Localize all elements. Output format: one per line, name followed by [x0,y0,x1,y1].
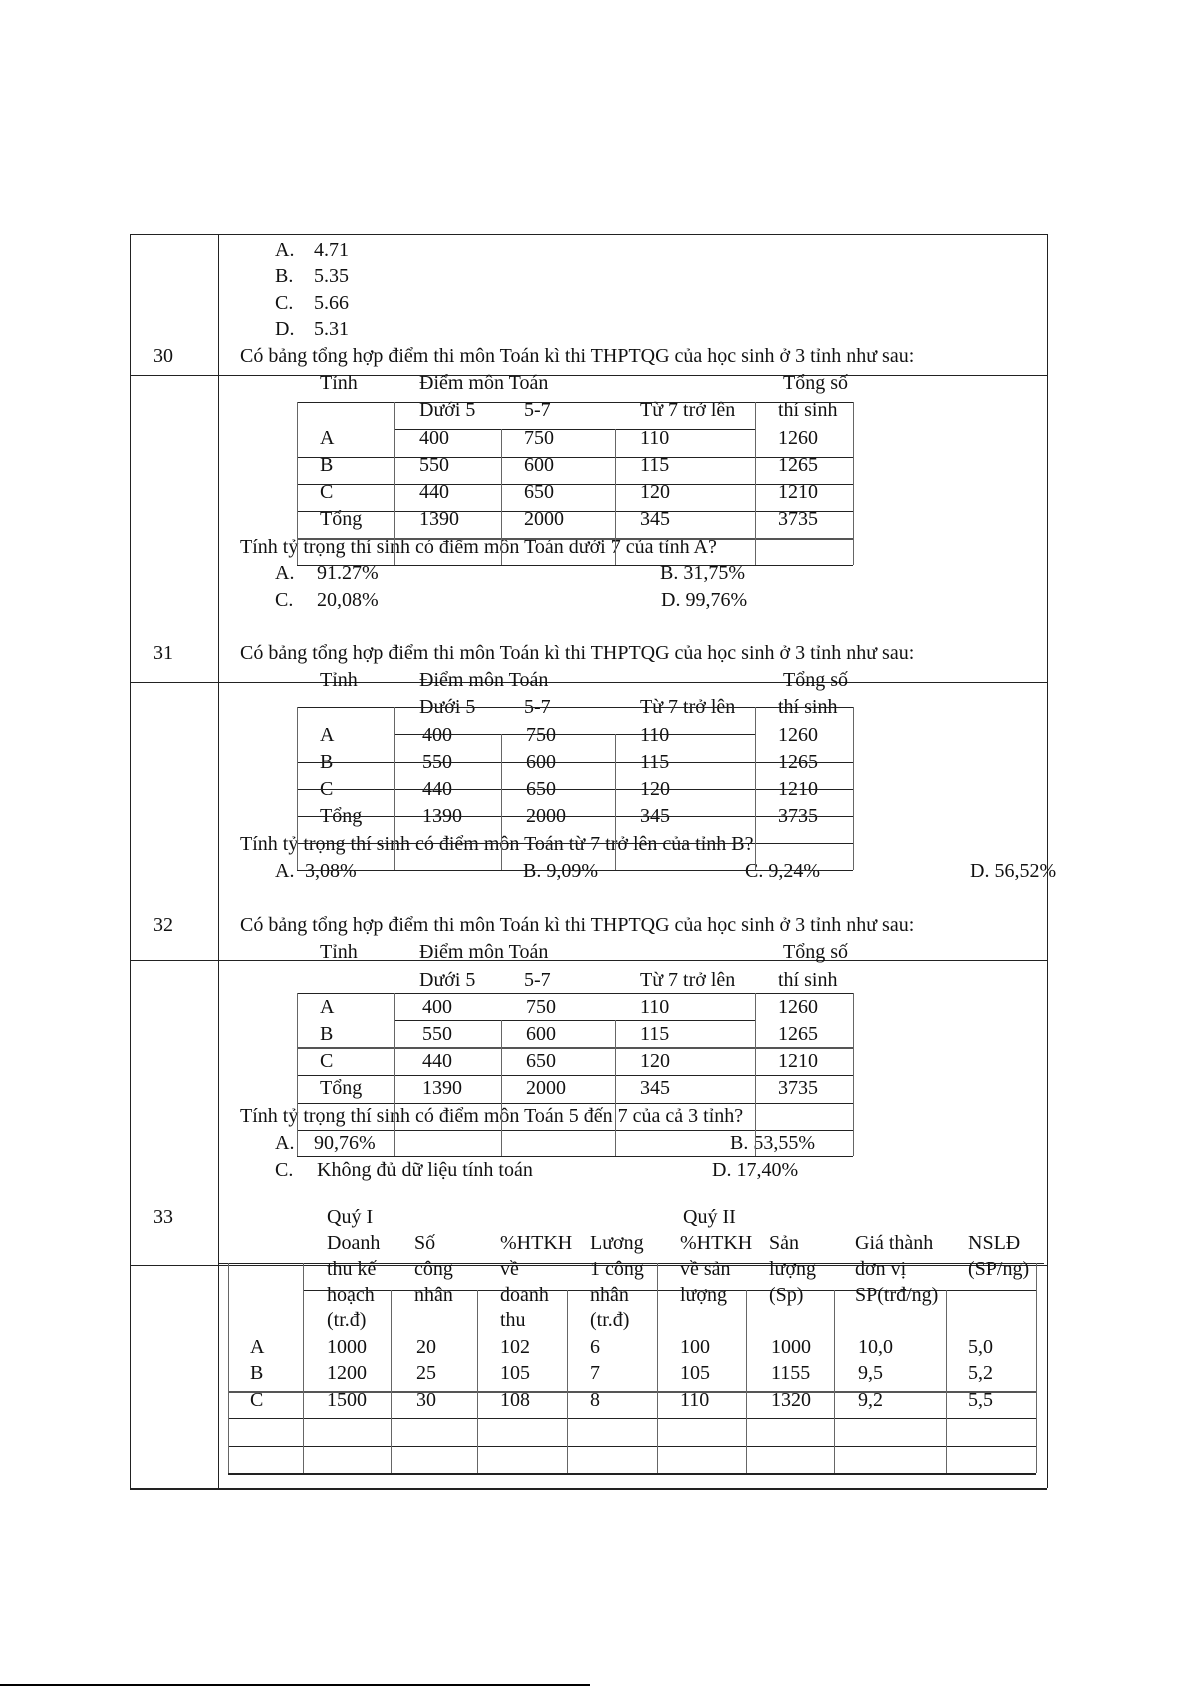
grid-line [297,457,853,458]
grid-line [755,402,756,565]
grid-line [755,707,756,870]
option-a-value: 90,76% [314,1132,376,1154]
header-score-group: Điểm môn Toán [419,669,549,691]
grid-line [1036,1263,1037,1473]
row-name: A [320,724,335,746]
cell: 400 [419,427,449,449]
grid-line [297,843,853,844]
cell: 440 [419,481,449,503]
option-b-value: 9,09% [546,860,599,882]
cell: 1000 [327,1336,367,1358]
grid-line [615,1020,616,1156]
quarter-2-label: Quý II [683,1206,736,1228]
cell: 1500 [327,1389,367,1411]
row-name: B [320,751,334,773]
grid-line [394,429,755,430]
cell: 9,5 [858,1362,883,1384]
grid-line [391,1290,392,1473]
option-b-value: 31,75% [683,562,746,584]
header-text: công [414,1258,453,1280]
row-name: B [250,1362,264,1384]
cell-total: 1260 [778,427,818,449]
row-name: C [250,1389,264,1411]
question-number: 33 [153,1206,173,1228]
cell-total: 1265 [778,454,818,476]
header-text: (tr.đ) [327,1309,367,1331]
cell: 1320 [771,1389,811,1411]
grid-line [394,734,755,735]
grid-line [394,993,395,1156]
grid-line [297,1130,853,1131]
header-total-1: Tổng số [783,669,848,691]
grid-line [297,1156,853,1157]
header-col-7plus: Từ 7 trở lên [640,969,736,991]
cell: 110 [640,724,670,746]
grid-line [834,1290,835,1473]
header-province: Tỉnh [320,941,358,963]
cell: 120 [640,1050,670,1072]
header-text: Số [414,1232,436,1254]
grid-line [297,1047,853,1049]
grid-line [228,1473,1036,1475]
cell: 1390 [422,1077,462,1099]
cell: 600 [524,454,554,476]
cell: 2000 [526,1077,566,1099]
grid-line [303,1290,1036,1291]
cell: 120 [640,778,670,800]
q29-option-b-value: 5.35 [314,265,349,287]
row-name: Tổng [320,508,363,530]
cell: 30 [416,1389,436,1411]
header-total-1: Tổng số [783,941,848,963]
grid-line [297,402,298,565]
option-d-letter: D. [661,589,681,611]
cell-total: 1265 [778,751,818,773]
header-text: Lương [590,1232,644,1254]
row-name: C [320,481,334,503]
header-text: lượng [769,1258,816,1280]
grid-line [297,816,853,817]
grid-line [297,538,853,540]
header-province: Tỉnh [320,372,358,394]
header-text: Giá thành [855,1232,934,1254]
grid-line [615,429,616,565]
cell: 115 [640,1023,670,1045]
row-name: A [320,427,335,449]
cell: 400 [422,724,452,746]
question-intro: Có bảng tổng hợp điểm thi môn Toán kì thi THPTQG của học sinh ở 3 tỉnh như sau: [240,345,915,367]
outer-table-top-border [130,234,1047,235]
cell: 25 [416,1362,436,1384]
grid-line [303,1263,304,1473]
quarter-1-label: Quý I [327,1206,374,1228]
grid-line [501,429,502,565]
question-intro: Có bảng tổng hợp điểm thi môn Toán kì thi THPTQG của học sinh ở 3 tỉnh như sau: [240,914,915,936]
grid-line [297,1103,853,1104]
cell: 5,0 [968,1336,993,1358]
grid-line [853,993,854,1156]
header-total-1: Tổng số [783,372,848,394]
question-number: 32 [153,914,173,936]
q29-option-b-letter: B. [275,265,294,287]
grid-line [657,1263,658,1473]
grid-line [615,734,616,870]
grid-line [297,707,298,870]
option-d-letter: D. [712,1159,732,1181]
cell: 550 [422,1023,452,1045]
grid-line [297,511,853,512]
cell: 600 [526,751,556,773]
cell: 2000 [526,805,566,827]
option-c-letter: C. [275,589,294,611]
cell: 1390 [419,508,459,530]
cell: 110 [680,1389,710,1411]
row-name: A [320,996,335,1018]
header-score-group: Điểm môn Toán [419,372,549,394]
option-b [660,563,745,583]
cell: 102 [500,1336,530,1358]
option-b-letter: B. [523,860,542,882]
grid-line [228,1391,1036,1393]
cell: 9,2 [858,1389,883,1411]
option-a-value: 91.27% [317,562,379,584]
option-d-value: 56,52% [994,860,1057,882]
cell: 105 [500,1362,530,1384]
cell: 115 [640,751,670,773]
cell-total: 1210 [778,1050,818,1072]
row-name: C [320,778,334,800]
header-col-7plus: Từ 7 trở lên [640,399,736,421]
grid-line [297,762,853,763]
cell: 1390 [422,805,462,827]
header-text: Doanh [327,1232,381,1254]
cell-total: 1210 [778,481,818,503]
grid-line [394,1020,755,1021]
option-d [712,1160,798,1180]
cell: 105 [680,1362,710,1384]
option-c-value: 9,24% [768,860,821,882]
option-c-value: Không đủ dữ liệu tính toán [317,1159,533,1181]
option-d [970,861,1056,881]
option-a-value: 3,08% [305,860,357,882]
header-text: Sản [769,1232,799,1254]
cell: 5,5 [968,1389,993,1411]
cell-total: 1260 [778,724,818,746]
cell: 108 [500,1389,530,1411]
header-col-below5: Dưới 5 [419,696,476,718]
grid-line [394,402,395,565]
cell: 1155 [771,1362,811,1384]
cell: 400 [422,996,452,1018]
grid-line [228,1263,229,1473]
cell: 110 [640,427,670,449]
grid-line [746,1290,747,1473]
cell: 550 [419,454,449,476]
grid-line [946,1290,947,1473]
header-text: nhân [414,1284,453,1306]
header-text: 1 công [590,1258,644,1280]
cell: 750 [524,427,554,449]
row-name: Tổng [320,1077,363,1099]
q29-option-a-letter: A. [275,239,295,261]
cell: 110 [640,996,670,1018]
header-text: thu kế [327,1258,377,1280]
option-c [745,861,820,881]
row-name: A [250,1336,265,1358]
header-text: (tr.đ) [590,1309,630,1331]
cell: 650 [526,1050,556,1072]
grid-line [218,1263,1044,1264]
cell: 550 [422,751,452,773]
cell: 750 [526,996,556,1018]
cell-total: 3735 [778,1077,818,1099]
grid-line [501,1020,502,1156]
question-number: 30 [153,345,173,367]
grid-line [853,707,854,870]
header-text: NSLĐ [968,1232,1021,1254]
header-col-5to7: 5-7 [524,969,551,991]
cell: 5,2 [968,1362,993,1384]
option-a-letter: A. [275,860,295,882]
row-divider-q31 [130,682,1047,683]
option-d-letter: D. [970,860,990,882]
cell: 2000 [524,508,564,530]
header-text: doanh [500,1284,549,1306]
cell: 10,0 [858,1336,893,1358]
question-number: 31 [153,642,173,664]
row-name: Tổng [320,805,363,827]
cell-total: 3735 [778,508,818,530]
cell: 750 [526,724,556,746]
q29-option-c-letter: C. [275,292,294,314]
cell-total: 3735 [778,805,818,827]
option-d-value: 17,40% [736,1159,799,1181]
header-col-7plus: Từ 7 trở lên [640,696,736,718]
grid-line [501,734,502,870]
cell: 345 [640,508,670,530]
grid-line [297,707,853,708]
question-text: Tính tỷ trọng thí sinh có điểm môn Toán từ 7 trở lên của tỉnh B? [240,833,754,855]
row-name: B [320,454,334,476]
cell-total: 1265 [778,1023,818,1045]
grid-line [297,484,853,485]
option-c-letter: C. [745,860,764,882]
question-text: Tính tỷ trọng thí sinh có điểm môn Toán dưới 7 của tỉnh A? [240,536,717,558]
cell: 440 [422,778,452,800]
cell: 1200 [327,1362,367,1384]
grid-line [477,1290,478,1473]
outer-table-bottom-border [130,1488,1047,1490]
grid-line [297,565,853,566]
header-score-group: Điểm môn Toán [419,941,549,963]
header-col-below5: Dưới 5 [419,969,476,991]
header-text: lượng [680,1284,727,1306]
grid-line [297,993,298,1156]
header-col-below5: Dưới 5 [419,399,476,421]
cell: 120 [640,481,670,503]
question-intro: Có bảng tổng hợp điểm thi môn Toán kì thi THPTQG của học sinh ở 3 tỉnh như sau: [240,642,915,664]
grid-line [297,402,853,403]
cell: 345 [640,805,670,827]
header-text: %HTKH [680,1232,753,1254]
grid-line [394,707,395,870]
cell: 345 [640,1077,670,1099]
header-text: SP(trđ/ng) [855,1284,939,1306]
header-text: (Sp) [769,1284,804,1306]
option-b-letter: B. [660,562,679,584]
option-b [523,861,598,881]
grid-line [228,1418,1036,1419]
row-divider-q32 [130,960,1047,961]
outer-table-left-border [130,234,131,1488]
option-a-letter: A. [275,562,295,584]
row-divider-q33 [130,1265,1047,1266]
header-text: hoạch [327,1284,375,1306]
header-text: (SP/ng) [968,1258,1030,1280]
outer-table-number-column-divider [218,234,219,1488]
cell: 440 [422,1050,452,1072]
option-d-value: 99,76% [685,589,748,611]
header-text: nhân [590,1284,629,1306]
header-total-2: thí sinh [778,696,838,718]
grid-line [297,1075,853,1076]
row-divider-q30 [130,375,1047,376]
option-b-letter: B. [730,1132,749,1154]
q29-option-d-value: 5.31 [314,318,349,340]
cell-total: 1210 [778,778,818,800]
cell: 115 [640,454,670,476]
cell: 650 [524,481,554,503]
grid-line [567,1290,568,1473]
cell: 6 [590,1336,600,1358]
cell: 7 [590,1362,600,1384]
header-text: đơn vị [855,1258,907,1280]
grid-line [297,993,853,994]
header-text: về sản [680,1258,731,1280]
grid-line [297,789,853,790]
option-a-letter: A. [275,1132,295,1154]
q29-option-c-value: 5.66 [314,292,349,314]
header-text: %HTKH [500,1232,573,1254]
cell-total: 1260 [778,996,818,1018]
cell: 600 [526,1023,556,1045]
header-text: về [500,1258,519,1280]
header-total-2: thí sinh [778,969,838,991]
option-b-value: 53,55% [753,1132,816,1154]
header-col-5to7: 5-7 [524,399,551,421]
question-text: Tính tỷ trọng thí sinh có điểm môn Toán 5 đến 7 của cả 3 tỉnh? [240,1105,744,1127]
grid-line [853,402,854,565]
q29-option-a-value: 4.71 [314,239,349,261]
grid-line [228,1446,1036,1447]
option-c-letter: C. [275,1159,294,1181]
header-total-2: thí sinh [778,399,838,421]
cell: 8 [590,1389,600,1411]
row-name: C [320,1050,334,1072]
cell: 100 [680,1336,710,1358]
grid-line [297,870,853,871]
header-text: thu [500,1309,526,1331]
grid-line [755,993,756,1156]
header-col-5to7: 5-7 [524,696,551,718]
cell: 1000 [771,1336,811,1358]
option-b [730,1133,815,1153]
header-province: Tỉnh [320,669,358,691]
cell: 650 [526,778,556,800]
q29-option-d-letter: D. [275,318,295,340]
cell: 20 [416,1336,436,1358]
option-d [661,590,747,610]
row-name: B [320,1023,334,1045]
option-c-value: 20,08% [317,589,379,611]
